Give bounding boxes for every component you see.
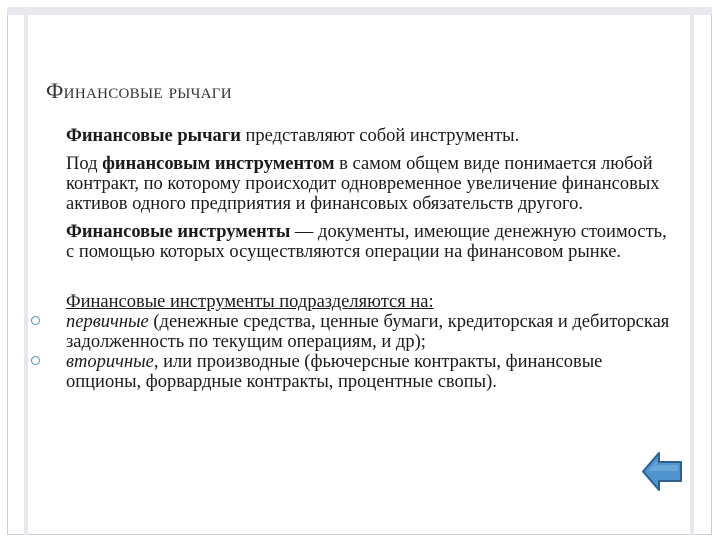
- paragraph-financial-instrument: [66, 154, 676, 214]
- slide-top-band: [7, 7, 712, 15]
- list-intro: Финансовые инструменты подразделяются на:: [66, 292, 434, 312]
- list-item-secondary-text: , или производные (фьючерсные контракты, финансовые опционы, форвардные контракты, процентные свопы).: [66, 352, 603, 392]
- paragraph-definition: [66, 126, 676, 146]
- paragraph-instruments-documents-text: — документы, имеющие денежную стоимость, с помощью которых осуществляются операции на финансовом рынке.: [66, 222, 667, 262]
- paragraph-financial-instrument-text: в самом общем виде понимается любой контракт, по которому происходит одновременное увеличение финансовых активов одного предприятия и финансовых обязательств другого.: [66, 154, 660, 214]
- list-item-primary-text: (денежные средства, ценные бумаги, кредиторская и дебиторская задолженность по текущим операциям, и др);: [66, 312, 670, 352]
- list-item-secondary: [66, 352, 676, 392]
- term-financial-levers: Финансовые рычаги: [66, 126, 241, 146]
- paragraph-instruments-documents: [66, 222, 676, 262]
- paragraph-prefix: Под: [66, 154, 103, 174]
- right-margin-rule: [690, 15, 694, 535]
- list-item-primary: [66, 312, 676, 352]
- back-arrow-shape: [643, 453, 681, 490]
- left-margin-rule: [24, 15, 28, 535]
- spacer: [66, 270, 676, 292]
- circle-bullet-icon: [31, 356, 40, 365]
- slide-body: [66, 126, 676, 392]
- paragraph-definition-text: представляют собой инструменты.: [240, 126, 520, 146]
- term-financial-instruments: Финансовые инструменты: [66, 222, 291, 242]
- slide-title: Финансовые рычаги: [46, 78, 232, 103]
- term-primary: первичные: [66, 312, 149, 332]
- instrument-types-list: [66, 312, 676, 392]
- circle-bullet-icon: [31, 316, 40, 325]
- term-secondary: вторичные: [66, 352, 154, 372]
- term-financial-instrument: финансовым инструментом: [102, 154, 335, 174]
- back-arrow-icon[interactable]: [641, 449, 686, 494]
